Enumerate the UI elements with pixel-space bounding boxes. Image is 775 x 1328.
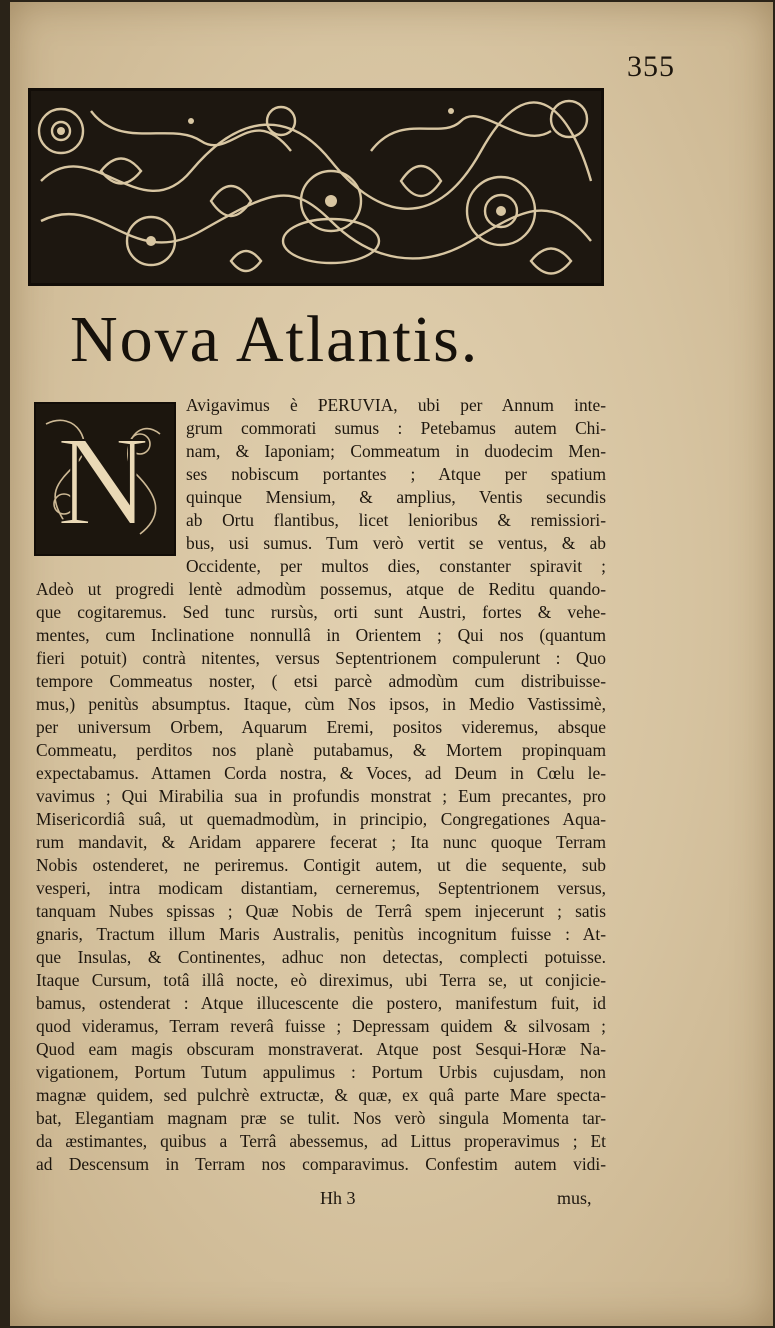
floral-ornament-icon [31,91,595,277]
drop-cap-letter: N [56,410,150,550]
text-line: Commeatu, perditos nos planè putabamus, & Mortem propinquam [36,740,606,760]
text-line: fieri potuit) contrà nitentes, versus Septentrionem compulerunt : Quo [36,648,606,668]
catchword: mus, [557,1188,592,1208]
text-line: vavimus ; Qui Mirabilia sua in profundis monstrat ; Eum precantes, pro [36,786,606,806]
text-line: Adeò ut progredi lentè admodùm possemus, atque de Reditu quando- [36,579,606,599]
text-line: mus,) penitùs absumptus. Itaque, cùm Nos ipsos, in Medio Vastissimè, [36,694,606,714]
text-line: Occidente, per multos dies, constanter spiravit ; [186,556,606,576]
body-text [36,394,606,1176]
text-line: nam, & Iaponiam; Commeatum in duodecim Men- [186,441,606,461]
text-line: Itaque Cursum, totâ illâ nocte, eò direximus, ubi Terra se, ut conjicie- [36,970,606,990]
text-line: ab Ortu flantibus, licet lenioribus & remissiori- [186,510,606,530]
signature-mark: Hh 3 [320,1188,356,1208]
text-line: mentes, cum Inclinatione nonnullâ in Orientem ; Qui nos (quantum [36,625,606,645]
text-line: vesperi, intra modicam distantiam, cerneremus, Septentrionem versus, [36,878,606,898]
text-line: Avigavimus è PERUVIA, ubi per Annum inte- [186,395,606,415]
text-line: Nobis ostenderet, ne periremus. Contigit autem, ut die sequente, sub [36,855,606,875]
text-line: quod videramus, Terram reverâ fuisse ; Depressam quidem & silvosam ; [36,1016,606,1036]
text-line: tempore Commeatus noster, ( etsi parcè admodùm cum distribuisse- [36,671,606,691]
text-line: magnæ quidem, sed pulchrè extructæ, & quæ, ex quâ parte Mare specta- [36,1085,606,1105]
text-line: grum commorati sumus : Petebamus autem Chi- [186,418,606,438]
text-line: expectabamus. Attamen Corda nostra, & Voces, ad Deum in Cœlu le- [36,763,606,783]
text-line: bamus, ostenderat : Atque illucescente die postero, manifestum fuit, id [36,993,606,1013]
text-line: bat, Elegantiam magnam præ se tulit. Nos verò singula Momenta tar- [36,1108,606,1128]
text-line: per universum Orbem, Aquarum Eremi, positos videremus, absque [36,717,606,737]
text-line: que Insulas, & Continentes, adhuc non detectas, complecti potuisse. [36,947,606,967]
page-title: Nova Atlantis. [70,303,480,376]
text-line: que cogitaremus. Sed tunc rursùs, orti sunt Austri, fortes & vehe- [36,602,606,622]
text-line: ses nobiscum portantes ; Atque per spatium [186,464,606,484]
book-page [10,2,773,1326]
text-line: tanquam Nubes spissas ; Quæ Nobis de Terrâ spem injecerunt ; satis [36,901,606,921]
text-line: da æstimantes, quibus a Terrâ abessemus, ad Littus properavimus ; Et [36,1131,606,1151]
ornamental-headpiece [28,88,604,286]
text-line: quinque Mensium, & amplius, Ventis secundis [186,487,606,507]
text-line: Misericordiâ suâ, ut quemadmodùm, in principio, Congregationes Aqua- [36,809,606,829]
text-line: vigationem, Portum Tutum appulimus : Portum Urbis cujusdam, non [36,1062,606,1082]
page-number: 355 [627,50,675,83]
text-line: ad Descensum in Terram nos comparavimus. Confestim autem vidi- [36,1154,606,1174]
text-line: Quod eam magis obscuram monstraverat. Atque post Sesqui-Horæ Na- [36,1039,606,1059]
text-line: gnaris, Tractum illum Maris Australis, penitùs incognitum fuisse : At- [36,924,606,944]
text-line: bus, usi sumus. Tum verò vertit se ventus, & ab [186,533,606,553]
text-line: rum mandavit, & Aridam apparere fecerat ; Ita nunc quoque Terram [36,832,606,852]
